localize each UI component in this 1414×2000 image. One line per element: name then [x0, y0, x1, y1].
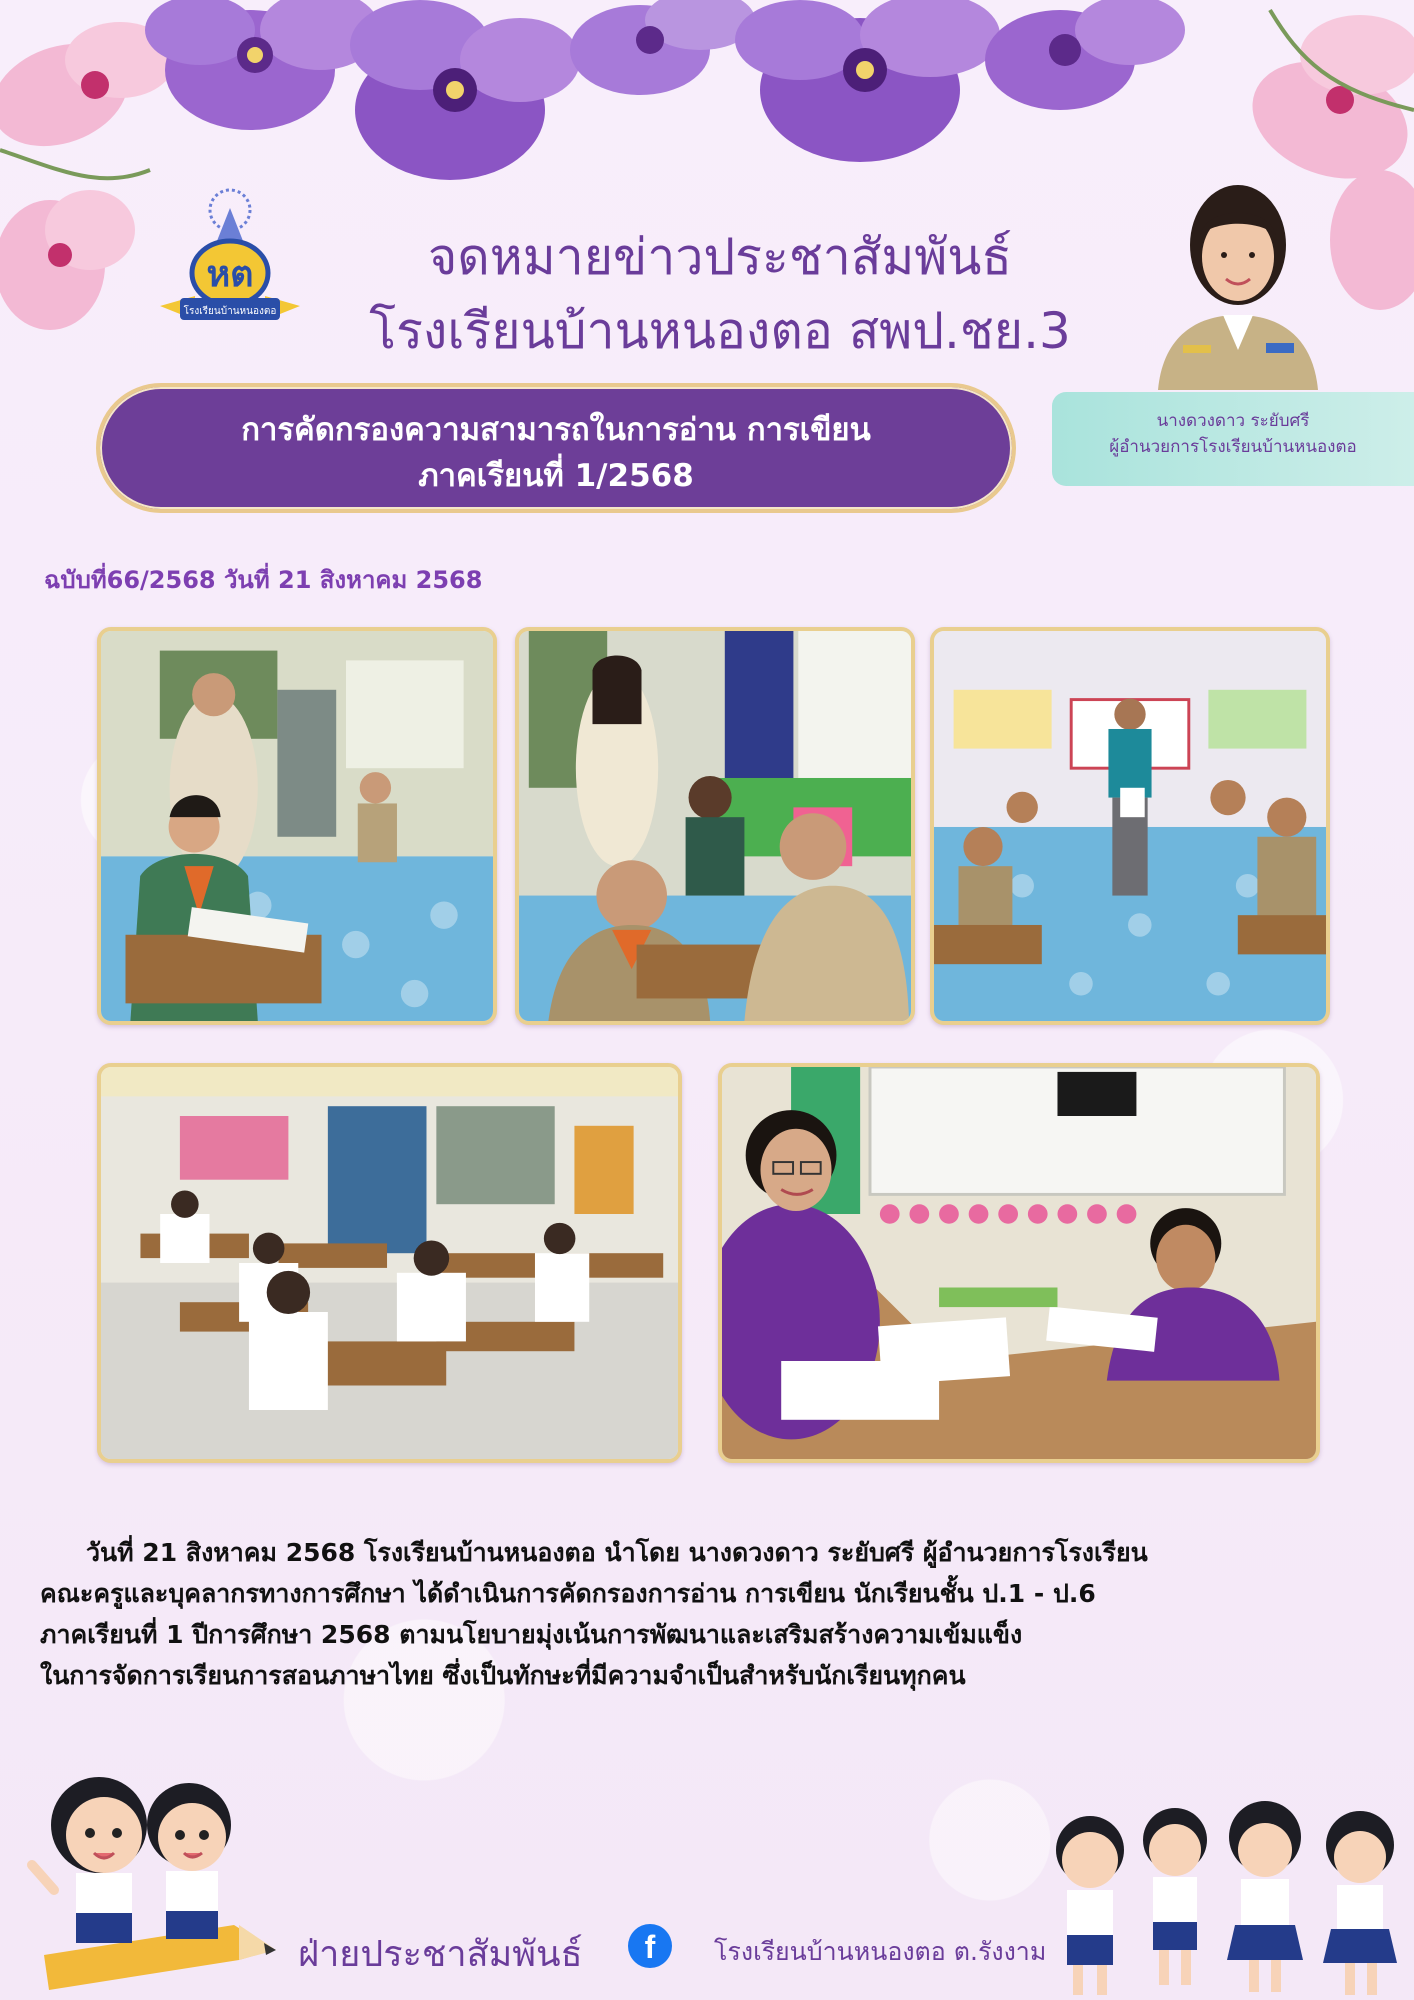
- issue-info: ฉบับที่66/2568 วันที่ 21 สิงหาคม 2568: [44, 566, 483, 594]
- classroom-photo: [930, 627, 1330, 1025]
- orchid-flower: [145, 0, 380, 130]
- students-holding-hands-illustration: [1045, 1795, 1410, 2000]
- pr-department-label: ฝ่ายประชาสัมพันธ์: [298, 1934, 583, 1975]
- paragraph-line: ในการจัดการเรียนการสอนภาษาไทย ซึ่งเป็นทักษะที่มีความจำเป็นสำหรับนักเรียนทุกคน: [40, 1661, 966, 1690]
- classroom-photo: [718, 1063, 1320, 1463]
- topic-semester: ภาคเรียนที่ 1/2568: [418, 458, 694, 494]
- director-card: [1052, 392, 1414, 486]
- classroom-photo: [97, 1063, 682, 1463]
- paragraph-line: ภาคเรียนที่ 1 ปีการศึกษา 2568 ตามนโยบายมุ่งเน้นการพัฒนาและเสริมสร้างความเข้มแข็ง: [40, 1620, 1023, 1649]
- paragraph-line: คณะครูและบุคลากรทางการศึกษา ได้ดำเนินการคัดกรองการอ่าน การเขียน นักเรียนชั้น ป.1 - ป.6: [40, 1579, 1096, 1608]
- topic-banner: [96, 383, 1016, 513]
- director-name: นางดวงดาว ระยับศรี: [1156, 411, 1310, 431]
- classroom-photo: [97, 627, 497, 1025]
- article-body: [40, 1532, 1390, 1696]
- orchid-flower: [350, 0, 580, 180]
- newsletter-title: จดหมายข่าวประชาสัมพันธ์: [428, 228, 1012, 286]
- director-role: ผู้อำนวยการโรงเรียนบ้านหนองตอ: [1109, 437, 1357, 457]
- students-on-pencil-illustration: [14, 1755, 284, 2000]
- orchid-flower: [0, 190, 135, 330]
- paragraph-line: วันที่ 21 สิงหาคม 2568 โรงเรียนบ้านหนองตอ นำโดย นางดวงดาว ระยับศรี ผู้อำนวยการโรงเรียน: [86, 1538, 1148, 1567]
- facebook-icon[interactable]: f: [628, 1924, 672, 1968]
- orchid-flower: [985, 0, 1185, 110]
- classroom-photo: [515, 627, 915, 1025]
- facebook-page-name[interactable]: โรงเรียนบ้านหนองตอ ต.รังงาม: [714, 1937, 1047, 1966]
- orchid-flower: [0, 22, 175, 164]
- svg-text:หต: หต: [206, 254, 254, 295]
- school-logo: [155, 188, 305, 338]
- sunburst-icon: [210, 190, 250, 246]
- topic-title: การคัดกรองความสามารถในการอ่าน การเขียน: [241, 412, 871, 448]
- logo-text: โรงเรียนบ้านหนองตอ: [183, 306, 277, 317]
- orchid-flower: [570, 0, 755, 95]
- orchid-flower: [735, 0, 1000, 162]
- school-name-title: โรงเรียนบ้านหนองตอ สพป.ชย.3: [369, 302, 1071, 360]
- director-photo: [1138, 175, 1338, 390]
